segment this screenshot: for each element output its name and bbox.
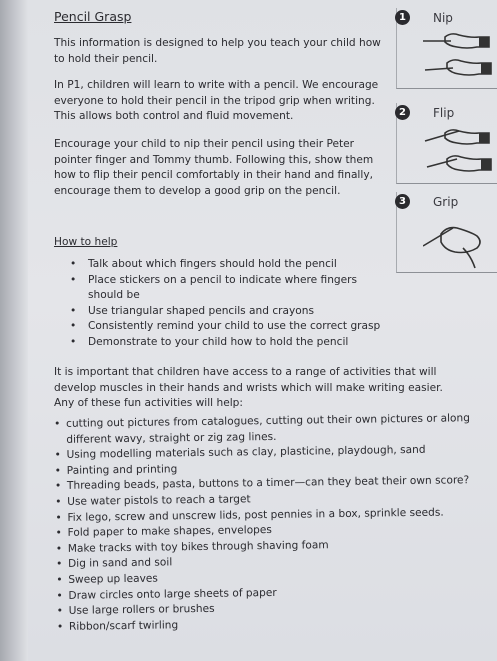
step-grip-panel bbox=[396, 192, 497, 273]
grip-hand-icon bbox=[423, 212, 493, 270]
list-item: • Use large rollers or brushes bbox=[57, 598, 487, 620]
page-title: Pencil Grasp bbox=[54, 9, 132, 24]
list-item: • Demonstrate to your child how to hold the pencil bbox=[70, 335, 390, 351]
list-item: • Fold paper to make shapes, envelopes bbox=[56, 520, 486, 542]
activities-intro: It is important that children have access to a range of activities that will develop muscles in their hands and wrists which will make writing easier. Any of these fun activities will help: bbox=[54, 366, 443, 410]
list-item: • Sweep up leaves bbox=[56, 567, 486, 589]
list-item: • Draw circles onto large sheets of paper bbox=[56, 583, 486, 605]
list-item: • Ribbon/scarf twirling bbox=[57, 614, 487, 636]
list-item: • Use water pistols to reach a target bbox=[55, 489, 485, 511]
step-label: Flip bbox=[433, 106, 455, 120]
page-shadow-edge bbox=[0, 0, 28, 661]
how-to-help-heading: How to help bbox=[54, 236, 118, 248]
step-number-badge: 3 bbox=[395, 194, 410, 209]
nip-flip-grip-paragraph: Encourage your child to nip their pencil using their Peter pointer finger and Tommy thumb. Following this, show them how to flip their pencil comfortably in their hand and finally, encourage them to develop a good grip on the pencil. bbox=[54, 138, 374, 197]
how-to-help-list bbox=[70, 257, 390, 351]
activities-list bbox=[54, 411, 487, 635]
list-item: • Consistently remind your child to use the correct grasp bbox=[70, 319, 390, 335]
step-label: Nip bbox=[433, 11, 453, 25]
step-flip-panel bbox=[396, 103, 497, 184]
list-item: • Use triangular shaped pencils and crayons bbox=[70, 304, 390, 320]
list-item: • Fix lego, screw and unscrew lids, post pennies in a box, sprinkle seeds. bbox=[55, 505, 485, 527]
list-item: • Talk about which fingers should hold the pencil bbox=[70, 257, 390, 273]
intro-paragraph: This information is designed to help you teach your child how to hold their pencil. bbox=[54, 37, 381, 65]
list-item: • Place stickers on a pencil to indicate where fingers should be bbox=[70, 273, 390, 304]
list-item: • Dig in sand and soil bbox=[56, 551, 486, 573]
list-item: • Threading beads, pasta, buttons to a timer—can they beat their own score? bbox=[55, 473, 485, 495]
flip-hand-icon bbox=[423, 123, 493, 181]
list-item: • Using modelling materials such as clay, plasticine, playdough, sand bbox=[54, 442, 484, 464]
step-number-badge: 1 bbox=[395, 10, 410, 25]
handout-page bbox=[30, 0, 497, 661]
nip-hand-icon bbox=[423, 28, 493, 86]
step-nip-panel bbox=[396, 8, 497, 89]
list-item: • Painting and printing bbox=[55, 458, 485, 480]
step-number-badge: 2 bbox=[395, 105, 410, 120]
p1-paragraph: In P1, children will learn to write with a pencil. We encourage everyone to hold their pencil in the tripod grip when writing. This allows both control and fluid movement. bbox=[54, 79, 379, 123]
list-item: • Make tracks with toy bikes through shaving foam bbox=[56, 536, 486, 558]
step-label: Grip bbox=[433, 195, 459, 209]
list-item: • cutting out pictures from catalogues, cutting out their own pictures or along different wavy, straight or zig zag lines. bbox=[54, 411, 484, 448]
